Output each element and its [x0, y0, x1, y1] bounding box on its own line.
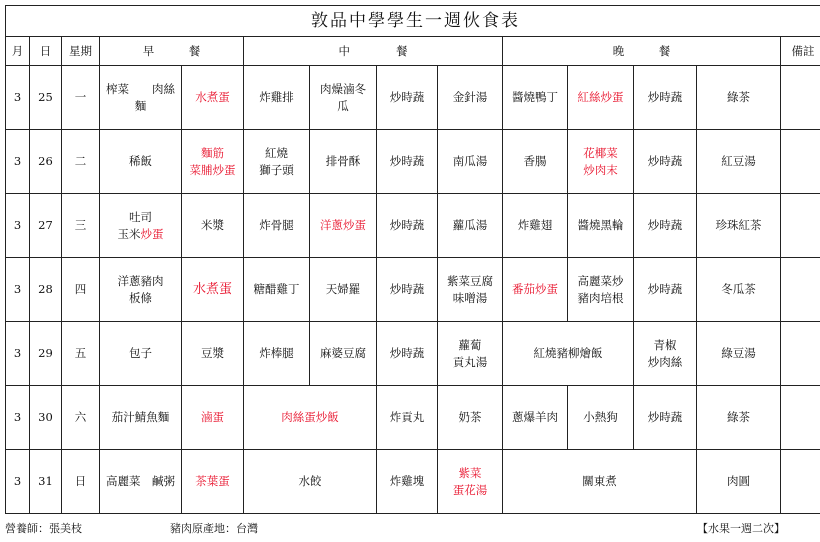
breakfast-side: 麵筋 菜脯炒蛋 [182, 130, 244, 194]
breakfast-side: 滷蛋 [182, 386, 244, 450]
breakfast-side: 豆漿 [182, 322, 244, 386]
breakfast-main: 榨菜 肉絲 麵 [100, 66, 182, 130]
month-cell: 3 [6, 194, 30, 258]
table-row [6, 450, 820, 514]
weekday-cell: 三 [62, 194, 100, 258]
dinner-soup: 綠茶 [697, 66, 781, 130]
dinner-vegetable: 炒時蔬 [634, 130, 697, 194]
lunch-soup: 奶茶 [438, 386, 503, 450]
dinner-vegetable: 炒時蔬 [634, 258, 697, 322]
day-cell: 29 [30, 322, 62, 386]
breakfast-side: 水煮蛋 [182, 258, 244, 322]
header-dinner: 晚 餐 [503, 37, 781, 66]
remarks-cell [781, 66, 820, 130]
breakfast-side: 水煮蛋 [182, 66, 244, 130]
dinner-dish-1: 香腸 [503, 130, 568, 194]
lunch-dish-1: 糖醋雞丁 [244, 258, 310, 322]
header-lunch: 中 餐 [244, 37, 503, 66]
day-cell: 28 [30, 258, 62, 322]
remarks-cell [781, 322, 820, 386]
lunch-vegetable: 炒時蔬 [377, 322, 438, 386]
dinner-vegetable: 青椒 炒肉絲 [634, 322, 697, 386]
breakfast-main: 高麗菜 鹹粥 [100, 450, 182, 514]
table-row [6, 322, 820, 386]
lunch-dish-1: 炸骨腿 [244, 194, 310, 258]
weekday-cell: 六 [62, 386, 100, 450]
header-weekday: 星期 [62, 37, 100, 66]
dinner-main-combined: 關東煮 [503, 450, 697, 514]
remarks-cell [781, 386, 820, 450]
page-title: 敦品中學學生一週伙食表 [6, 6, 820, 37]
table-row [6, 66, 820, 130]
dinner-soup: 綠豆湯 [697, 322, 781, 386]
dinner-dish-1: 番茄炒蛋 [503, 258, 568, 322]
remarks-cell [781, 130, 820, 194]
weekly-menu-table [5, 5, 820, 514]
weekday-cell: 二 [62, 130, 100, 194]
dinner-dish-2: 花椰菜 炒肉末 [568, 130, 634, 194]
dinner-vegetable: 炒時蔬 [634, 194, 697, 258]
weekday-cell: 四 [62, 258, 100, 322]
lunch-soup: 紫菜豆腐 味噌湯 [438, 258, 503, 322]
breakfast-main [100, 194, 182, 258]
day-cell: 25 [30, 66, 62, 130]
header-breakfast: 早 餐 [100, 37, 244, 66]
month-cell: 3 [6, 322, 30, 386]
lunch-dish-2: 天婦羅 [310, 258, 377, 322]
header-month: 月 [6, 37, 30, 66]
breakfast-main-red: 炒蛋 [140, 226, 164, 241]
dinner-soup: 綠茶 [697, 386, 781, 450]
dinner-soup: 珍珠紅茶 [697, 194, 781, 258]
lunch-dish-2: 排骨酥 [310, 130, 377, 194]
lunch-vegetable: 炒時蔬 [377, 66, 438, 130]
dinner-dish-1: 蔥爆羊肉 [503, 386, 568, 450]
weekday-cell: 一 [62, 66, 100, 130]
lunch-dish-2: 麻婆豆腐 [310, 322, 377, 386]
lunch-dish-2: 肉燥滷冬 瓜 [310, 66, 377, 130]
lunch-dish-1: 炸棒腿 [244, 322, 310, 386]
dinner-vegetable: 炒時蔬 [634, 66, 697, 130]
month-cell: 3 [6, 130, 30, 194]
pork-origin-label: 豬肉原產地：台灣 [170, 522, 258, 535]
lunch-soup: 南瓜湯 [438, 130, 503, 194]
lunch-vegetable: 炒時蔬 [377, 130, 438, 194]
breakfast-side: 米漿 [182, 194, 244, 258]
dinner-soup: 冬瓜茶 [697, 258, 781, 322]
month-cell: 3 [6, 66, 30, 130]
dinner-main-combined: 紅燒豬柳燴飯 [503, 322, 634, 386]
dinner-dish-1: 醬燒鴨丁 [503, 66, 568, 130]
breakfast-main-black: 玉米 [117, 226, 141, 241]
lunch-dish-1: 炸雞排 [244, 66, 310, 130]
lunch-main-combined: 肉絲蛋炒飯 [244, 386, 377, 450]
dinner-soup: 紅豆湯 [697, 130, 781, 194]
lunch-soup: 蘿瓜湯 [438, 194, 503, 258]
table-row [6, 258, 820, 322]
lunch-dish-1: 紅燒 獅子頭 [244, 130, 310, 194]
dinner-vegetable: 炒時蔬 [634, 386, 697, 450]
weekday-cell: 五 [62, 322, 100, 386]
day-cell: 26 [30, 130, 62, 194]
dinner-dish-2: 高麗菜炒 豬肉培根 [568, 258, 634, 322]
lunch-soup: 紫菜 蛋花湯 [438, 450, 503, 514]
remarks-cell [781, 194, 820, 258]
breakfast-main: 茄汁鯖魚麵 [100, 386, 182, 450]
breakfast-main: 稀飯 [100, 130, 182, 194]
lunch-dish-2: 洋蔥炒蛋 [310, 194, 377, 258]
lunch-vegetable: 炸貢丸 [377, 386, 438, 450]
month-cell: 3 [6, 258, 30, 322]
header-day: 日 [30, 37, 62, 66]
day-cell: 30 [30, 386, 62, 450]
lunch-main-combined: 水餃 [244, 450, 377, 514]
footer [5, 520, 815, 538]
day-cell: 27 [30, 194, 62, 258]
lunch-vegetable: 炸雞塊 [377, 450, 438, 514]
lunch-vegetable: 炒時蔬 [377, 258, 438, 322]
table-row [6, 194, 820, 258]
month-cell: 3 [6, 386, 30, 450]
remarks-cell [781, 258, 820, 322]
header-remarks: 備註 [781, 37, 820, 66]
breakfast-main: 包子 [100, 322, 182, 386]
breakfast-side: 茶葉蛋 [182, 450, 244, 514]
lunch-vegetable: 炒時蔬 [377, 194, 438, 258]
nutritionist-label: 營養師：張美枝 [5, 522, 82, 535]
table-row [6, 386, 820, 450]
day-cell: 31 [30, 450, 62, 514]
table-row [6, 130, 820, 194]
breakfast-main-line1: 吐司 [129, 209, 152, 224]
menu-sheet [5, 5, 815, 514]
dinner-dish-2: 小熱狗 [568, 386, 634, 450]
dinner-dish-2: 紅絲炒蛋 [568, 66, 634, 130]
lunch-soup: 金針湯 [438, 66, 503, 130]
lunch-soup: 蘿蔔 貢丸湯 [438, 322, 503, 386]
dinner-soup: 肉圓 [697, 450, 781, 514]
dinner-dish-2: 醬燒黑輪 [568, 194, 634, 258]
weekday-cell: 日 [62, 450, 100, 514]
month-cell: 3 [6, 450, 30, 514]
remarks-cell [781, 450, 820, 514]
breakfast-main: 洋蔥豬肉 板條 [100, 258, 182, 322]
dinner-dish-1: 炸雞翅 [503, 194, 568, 258]
fruit-note: 【水果一週二次】 [697, 522, 785, 535]
